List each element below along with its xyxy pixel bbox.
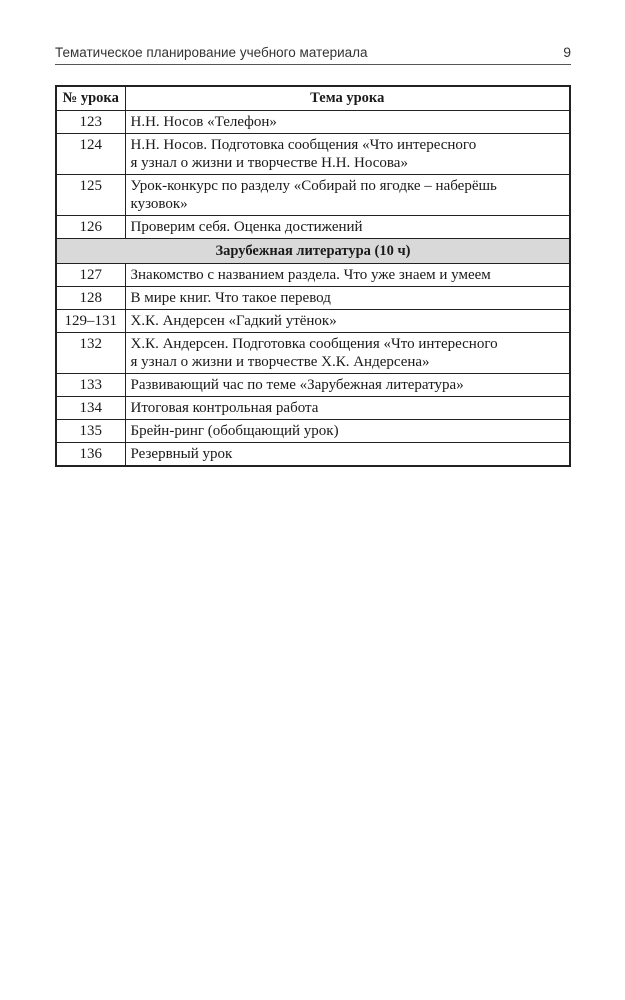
lesson-topic-line: Урок-конкурс по разделу «Собирай по ягодке – наберёшь xyxy=(130,178,497,194)
lesson-number: 128 xyxy=(56,287,125,310)
page-header-title: Тематическое планирование учебного материала xyxy=(55,45,368,60)
lesson-topic-line: Развивающий час по теме «Зарубежная литература» xyxy=(130,377,464,393)
lesson-number: 129–131 xyxy=(56,310,125,333)
running-header xyxy=(55,44,571,65)
lesson-number: 136 xyxy=(56,443,125,467)
lesson-topic xyxy=(125,443,570,467)
lesson-number: 133 xyxy=(56,374,125,397)
table-row xyxy=(56,397,570,420)
table-row xyxy=(56,111,570,134)
table-row xyxy=(56,310,570,333)
lesson-number: 125 xyxy=(56,175,125,216)
lesson-number: 127 xyxy=(56,264,125,287)
column-header-number: № урока xyxy=(56,86,125,111)
lesson-topic xyxy=(125,420,570,443)
lesson-number: 132 xyxy=(56,333,125,374)
lesson-topic-line: В мире книг. Что такое перевод xyxy=(130,290,331,306)
table-row xyxy=(56,287,570,310)
lesson-topic-line: кузовок» xyxy=(130,196,188,212)
lesson-number: 134 xyxy=(56,397,125,420)
lesson-number: 135 xyxy=(56,420,125,443)
lesson-topic xyxy=(125,175,570,216)
table-row xyxy=(56,264,570,287)
table-row xyxy=(56,443,570,467)
lesson-number: 124 xyxy=(56,134,125,175)
lesson-topic xyxy=(125,264,570,287)
lesson-number: 123 xyxy=(56,111,125,134)
table-row xyxy=(56,374,570,397)
lesson-topic-line: Н.Н. Носов «Телефон» xyxy=(130,114,277,130)
table-row xyxy=(56,216,570,239)
page-number: 9 xyxy=(563,44,571,60)
lesson-topic-line: Х.К. Андерсен «Гадкий утёнок» xyxy=(130,313,337,329)
lesson-topic xyxy=(125,216,570,239)
section-row xyxy=(56,239,570,264)
lesson-topic xyxy=(125,374,570,397)
table-row xyxy=(56,134,570,175)
lesson-topic xyxy=(125,310,570,333)
lesson-topic-line: Х.К. Андерсен. Подготовка сообщения «Что интересного xyxy=(130,336,498,352)
table-header-row xyxy=(56,86,570,111)
table-row xyxy=(56,333,570,374)
lesson-topic-line: я узнал о жизни и творчестве Н.Н. Носова» xyxy=(130,155,408,171)
table-body xyxy=(56,111,570,467)
lesson-topic-line: Проверим себя. Оценка достижений xyxy=(130,219,363,235)
lesson-number: 126 xyxy=(56,216,125,239)
lesson-topic-line: Резервный урок xyxy=(130,446,233,462)
lesson-topic-line: Знакомство с названием раздела. Что уже знаем и умеем xyxy=(130,267,491,283)
lesson-topic xyxy=(125,134,570,175)
column-header-topic: Тема урока xyxy=(125,86,570,111)
lesson-topic xyxy=(125,287,570,310)
lesson-plan-table xyxy=(55,85,571,467)
lesson-topic-line: я узнал о жизни и творчестве Х.К. Андерсена» xyxy=(130,354,430,370)
lesson-topic xyxy=(125,397,570,420)
lesson-topic xyxy=(125,111,570,134)
lesson-topic-line: Н.Н. Носов. Подготовка сообщения «Что интересного xyxy=(130,137,477,153)
section-title: Зарубежная литература (10 ч) xyxy=(56,239,570,264)
table-row xyxy=(56,420,570,443)
lesson-topic-line: Итоговая контрольная работа xyxy=(130,400,319,416)
table-row xyxy=(56,175,570,216)
lesson-topic xyxy=(125,333,570,374)
lesson-topic-line: Брейн-ринг (обобщающий урок) xyxy=(130,423,339,439)
